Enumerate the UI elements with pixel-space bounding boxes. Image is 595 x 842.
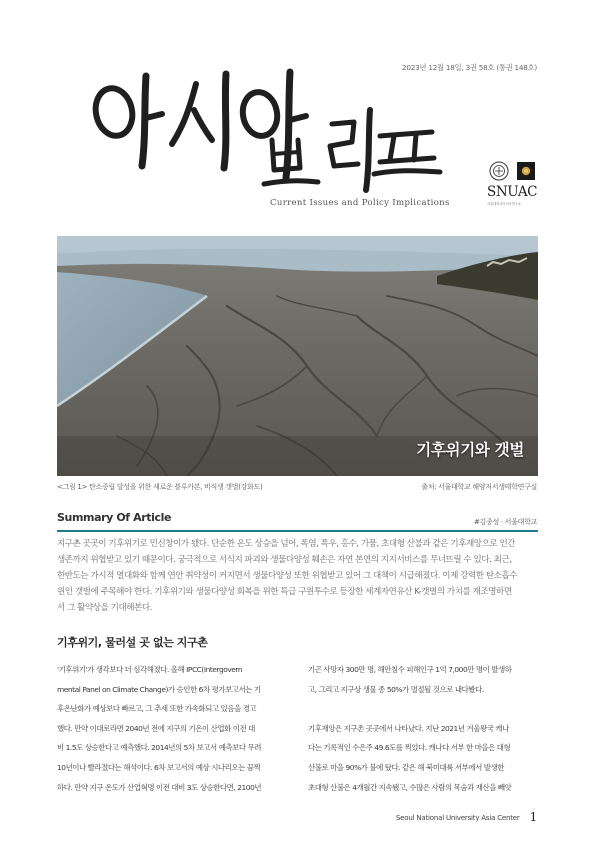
tidal-flat-photo	[57, 236, 538, 476]
page-footer	[396, 809, 537, 823]
body-line: 기후재앙은 지구촌 곳곳에서 나타났다. 지난 2021년 겨울왕국 캐나	[308, 723, 509, 733]
org-name-small: 서울대학교아시아연구소	[487, 202, 521, 206]
body-line: 후온난화가 예상보다 빠르고, 그 추세 또한 가속화되고 있음을 경고	[57, 704, 257, 714]
body-line: 고, 그리고 지구상 생물 종 50%가 멸절될 것으로 내다봤다.	[308, 684, 484, 694]
body-line: mental Panel on Climate Change)가 승인한 6차 평가보고서는 기	[57, 684, 261, 694]
org-name: SNUAC	[487, 184, 538, 200]
summary-line: 서 그 활약상을 기대해본다.	[57, 603, 152, 613]
summary-line: 생존까지 위협받고 있기 때문이다. 궁극적으로 서식지 파괴와 생물다양성 훼손은 자연 본연의 지지서비스를 무너뜨릴 수 있다. 최근,	[57, 555, 512, 565]
summary-text	[57, 536, 540, 616]
snuac-logo	[484, 160, 544, 216]
author-byline: #김종성 · 서울대학교	[473, 518, 537, 526]
body-line: 다는 기록적인 수은주 49.6도를 찍었다. 캐나다 서부 한 마을은 대형	[308, 743, 511, 753]
body-line: 하다. 만약 지구 온도가 산업혁명 이전 대비 3도 상승한다면, 2100년	[57, 782, 262, 792]
brand-title-calligraphy	[84, 66, 444, 196]
article-column-left	[57, 660, 287, 797]
body-line: 기곤 사망자 300만 명, 해안침수 피해인구 1억 7,000만 명이 발생하	[308, 665, 512, 674]
body-line: 초대형 산불은 4개월간 지속됐고, 수많은 사람의 목숨과 재산을 빼앗	[308, 782, 512, 792]
body-line: 했다. 만약 이대로라면 2040년 전에 지구의 기온이 산업화 이전 대	[57, 723, 255, 733]
body-line: 산불로 마을 90%가 불에 탔다. 같은 해 북미대륙 서부에서 발생한	[308, 762, 504, 772]
body-line: 비 1.5도 상승한다고 예측했다. 2014년의 5차 보고서 예측보다 무려	[57, 743, 262, 753]
brand-subtitle: Current Issues and Policy Implications	[270, 198, 450, 208]
body-line: '기후위기'가 생각보다 더 심각해졌다. 올해 IPCC(Intergovern	[57, 665, 243, 674]
page-number: 1	[529, 810, 537, 824]
paragraph-gap	[308, 699, 538, 719]
body-line: 10년이나 빨라졌다는 해석이다. 6차 보고서의 예상 시나리오는 끔찍	[57, 762, 261, 772]
summary-line: 원인 갯벌에 주목해야 한다. 기후위기와 생물다양성 회복을 위한 특급 구원투수로 등장한 세계자연유산 K-갯벌의 가치를 재조명하면	[57, 587, 512, 597]
summary-line: 지구촌 곳곳이 기후위기로 민신창이가 됐다. 단순한 온도 상승을 넘어, 폭염, 폭우, 홍수, 가뭄, 초대형 산불과 같은 기후재앙으로 인간	[57, 539, 516, 549]
summary-heading: Summary Of Article	[57, 511, 172, 524]
figure-caption: <그림 1> 탄소중립 달성을 위한 새로운 블루카본, 비식생 갯벌(강화도)	[57, 483, 263, 491]
photo-overlay-title: 기후위기와 갯벌	[416, 441, 524, 459]
article-heading: 기후위기, 물러설 곳 없는 지구촌	[57, 636, 208, 649]
summary-line: 한반도는 가시적 열대화와 함께 연안 취약성이 커지면서 생물다양성 또한 위협받고 있어 그 대책이 시급해졌다. 이제 강력한 탄소흡수	[57, 571, 518, 581]
footer-org: Seoul National University Asia Center	[395, 814, 520, 822]
article-column-right	[308, 660, 538, 797]
issue-line: 2023년 12월 18일, 3권 58호 (통권 148호)	[402, 63, 537, 72]
snuac-emblem-icon	[484, 160, 544, 184]
photo-source: 출처: 서울대학교 해양저서생태학연구실	[421, 483, 537, 491]
masthead	[84, 66, 450, 216]
section-divider	[57, 530, 538, 532]
